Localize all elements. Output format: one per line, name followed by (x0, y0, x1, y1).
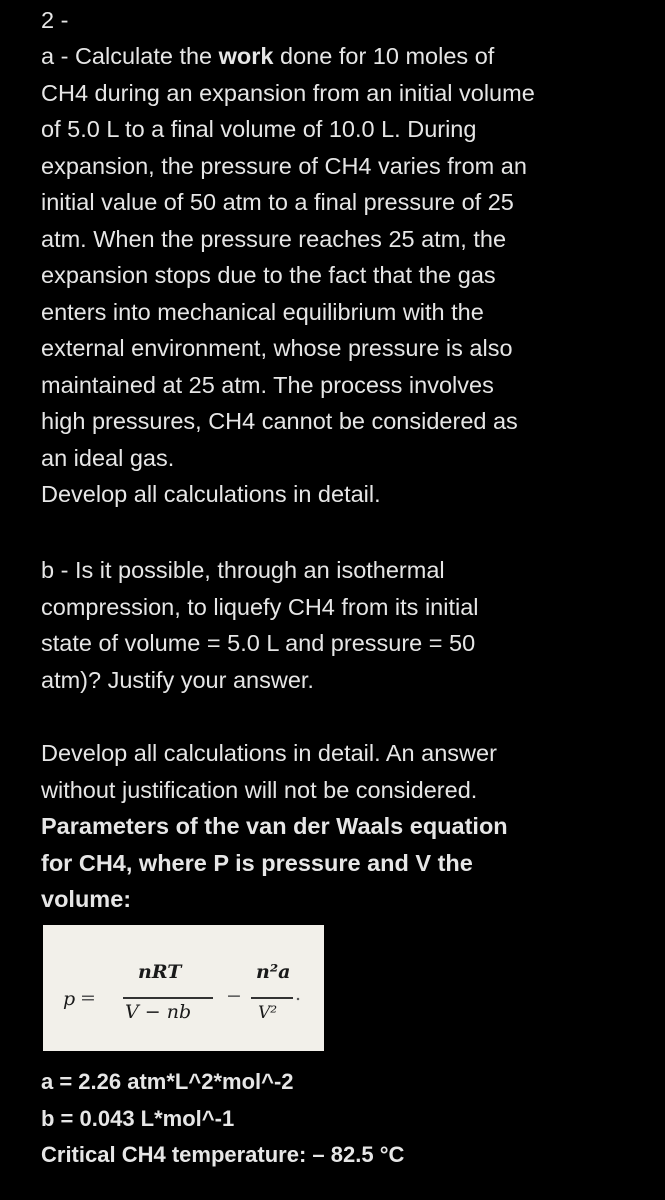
parameters-heading-line: volume: (41, 886, 132, 912)
part-a-line: expansion, the pressure of CH4 varies from an (41, 152, 527, 179)
parameters-heading-line: Parameters of the van der Waals equation (41, 813, 508, 839)
part-a-line: external environment, whose pressure is also (41, 335, 513, 361)
formula-period: . (295, 983, 302, 1005)
part-b-text (41, 552, 641, 698)
part-a-line: expansion stops due to the fact that the gas (41, 262, 496, 288)
parameters-heading-line: for CH4, where P is pressure and V the (41, 849, 473, 876)
part-a-line: maintained at 25 atm. The process involves (41, 371, 494, 398)
formula-p: p (63, 988, 76, 1010)
part-b-line: b - Is it possible, through an isothermal (41, 557, 445, 583)
part-a-line: high pressures, CH4 cannot be considered as (41, 408, 518, 434)
instruction-line: without justification will not be considered. (41, 776, 478, 803)
fraction-bar-1 (123, 997, 213, 999)
part-a-line: of 5.0 L to a final volume of 10.0 L. During (41, 116, 477, 142)
part-b-line: atm)? Justify your answer. (41, 666, 314, 693)
part-a-line: Develop all calculations in detail. (41, 481, 381, 507)
bold-work: work (218, 43, 274, 69)
part-a-line: an ideal gas. (41, 444, 175, 471)
critical-temperature: Critical CH4 temperature: – 82.5 °C (41, 1142, 405, 1167)
instructions-text (41, 735, 641, 918)
formula-minus: − (226, 985, 242, 1007)
formula-numerator-2: n²a (256, 961, 291, 983)
fraction-bar-2 (251, 997, 293, 999)
instruction-line: Develop all calculations in detail. An answer (41, 740, 497, 766)
formula-denominator-2: V² (258, 1003, 278, 1023)
part-b-line: compression, to liquefy CH4 from its initial (41, 593, 479, 620)
part-a-text (41, 38, 641, 513)
question-number: 2 - (41, 7, 69, 33)
formula-equals: = (80, 987, 96, 1009)
formula-numerator-1: nRT (138, 961, 182, 983)
part-b-line: state of volume = 5.0 L and pressure = 50 (41, 630, 476, 656)
part-a-line: CH4 during an expansion from an initial volume (41, 79, 535, 106)
van-der-waals-formula (43, 925, 324, 1051)
part-a-line: a - Calculate the work done for 10 moles of (41, 43, 495, 69)
part-a-line: enters into mechanical equilibrium with the (41, 298, 484, 325)
part-a-line: initial value of 50 atm to a final pressure of 25 (41, 189, 514, 215)
parameters-list (41, 1064, 641, 1174)
part-a-line: atm. When the pressure reaches 25 atm, the (41, 225, 507, 252)
parameter-a: a = 2.26 atm*L^2*mol^-2 (41, 1069, 294, 1094)
parameter-b: b = 0.043 L*mol^-1 (41, 1105, 235, 1131)
formula-denominator-1: V − nb (125, 1001, 192, 1023)
